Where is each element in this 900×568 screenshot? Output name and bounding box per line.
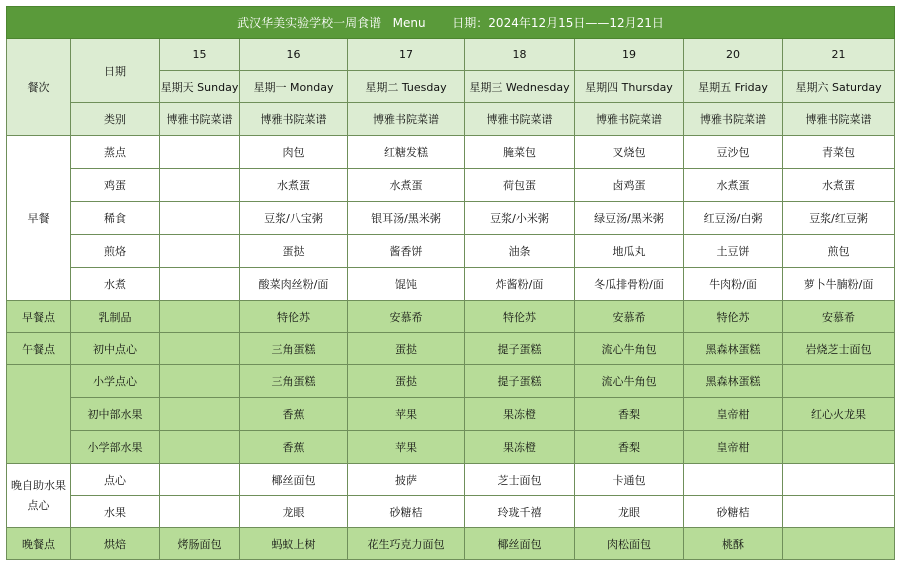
menu-cell: 苹果 (348, 398, 465, 431)
menu-cell: 水煮蛋 (348, 169, 465, 202)
weekday-cell: 星期一 Monday (240, 71, 348, 103)
menu-cell: 香梨 (575, 431, 684, 464)
item-label-cell: 水煮 (71, 268, 160, 301)
menu-name-cell: 博雅书院菜谱 (783, 103, 895, 136)
title-date-range: 日期：2024年12月15日——12月21日 (452, 16, 664, 30)
table-row (7, 202, 895, 235)
menu-cell (160, 268, 240, 301)
evening-self-label: 晚自助水果点心 (7, 464, 71, 528)
menu-cell: 椰丝面包 (240, 464, 348, 496)
menu-cell: 土豆饼 (684, 235, 783, 268)
item-label-cell: 稀食 (71, 202, 160, 235)
menu-cell: 水煮蛋 (783, 169, 895, 202)
menu-cell: 香梨 (575, 398, 684, 431)
item-label-cell: 小学点心 (71, 365, 160, 398)
menu-cell: 流心牛角包 (575, 365, 684, 398)
date-cell: 20 (684, 39, 783, 71)
menu-cell: 披萨 (348, 464, 465, 496)
title-menu: Menu (392, 16, 426, 30)
item-label-cell: 水果 (71, 496, 160, 528)
menu-cell: 银耳汤/黑米粥 (348, 202, 465, 235)
header-row-dates (7, 39, 895, 71)
menu-cell: 黑森林蛋糕 (684, 333, 783, 365)
menu-cell: 腌菜包 (465, 136, 575, 169)
menu-cell: 萝卜牛腩粉/面 (783, 268, 895, 301)
menu-cell: 油条 (465, 235, 575, 268)
menu-name-cell: 博雅书院菜谱 (348, 103, 465, 136)
menu-cell: 龙眼 (240, 496, 348, 528)
item-label-cell: 鸡蛋 (71, 169, 160, 202)
menu-cell: 花生巧克力面包 (348, 528, 465, 560)
menu-cell: 桃酥 (684, 528, 783, 560)
menu-cell: 馄饨 (348, 268, 465, 301)
menu-cell: 香蕉 (240, 431, 348, 464)
menu-name-cell: 博雅书院菜谱 (465, 103, 575, 136)
breakfast-label: 早餐 (7, 136, 71, 301)
table-row (7, 136, 895, 169)
menu-cell: 提子蛋糕 (465, 365, 575, 398)
menu-cell: 水煮蛋 (240, 169, 348, 202)
table-row (7, 365, 895, 398)
menu-cell: 豆浆/红豆粥 (783, 202, 895, 235)
weekday-cell: 星期天 Sunday (160, 71, 240, 103)
menu-cell: 玲珑千禧 (465, 496, 575, 528)
menu-cell: 安慕希 (575, 301, 684, 333)
menu-cell (160, 398, 240, 431)
menu-cell: 烤肠面包 (160, 528, 240, 560)
table-row (7, 528, 895, 560)
date-cell: 15 (160, 39, 240, 71)
menu-cell (160, 431, 240, 464)
menu-cell: 卡通包 (575, 464, 684, 496)
date-header: 日期 (71, 39, 160, 103)
menu-cell: 特伦苏 (684, 301, 783, 333)
menu-cell: 龙眼 (575, 496, 684, 528)
menu-cell: 岩烧芝士面包 (783, 333, 895, 365)
menu-cell (783, 431, 895, 464)
menu-cell: 牛肉粉/面 (684, 268, 783, 301)
menu-cell: 香蕉 (240, 398, 348, 431)
weekday-cell: 星期三 Wednesday (465, 71, 575, 103)
item-label-cell: 初中部水果 (71, 398, 160, 431)
menu-cell: 青菜包 (783, 136, 895, 169)
table-row (7, 398, 895, 431)
menu-cell: 砂糖桔 (684, 496, 783, 528)
menu-cell: 绿豆汤/黑米粥 (575, 202, 684, 235)
item-label-cell: 点心 (71, 464, 160, 496)
menu-cell: 酸菜肉丝粉/面 (240, 268, 348, 301)
table-row (7, 496, 895, 528)
menu-name-cell: 博雅书院菜谱 (240, 103, 348, 136)
table-row (7, 333, 895, 365)
menu-cell (783, 365, 895, 398)
item-label-cell: 小学部水果 (71, 431, 160, 464)
menu-cell: 炸酱粉/面 (465, 268, 575, 301)
menu-cell (160, 202, 240, 235)
header-row-category (7, 103, 895, 136)
menu-cell: 水煮蛋 (684, 169, 783, 202)
menu-cell: 红豆汤/白粥 (684, 202, 783, 235)
table-row (7, 235, 895, 268)
menu-cell: 安慕希 (348, 301, 465, 333)
menu-name-cell: 博雅书院菜谱 (684, 103, 783, 136)
menu-cell: 煎包 (783, 235, 895, 268)
weekly-menu-table (6, 6, 895, 560)
dinner-snack-label: 晚餐点 (7, 528, 71, 560)
menu-cell: 三角蛋糕 (240, 333, 348, 365)
menu-cell: 叉烧包 (575, 136, 684, 169)
title-school: 武汉华美实验学校一周食谱 (237, 16, 382, 30)
breakfast-snack-label: 早餐点 (7, 301, 71, 333)
menu-name-cell: 博雅书院菜谱 (160, 103, 240, 136)
table-row (7, 464, 895, 496)
date-cell: 19 (575, 39, 684, 71)
menu-cell: 果冻橙 (465, 431, 575, 464)
item-label-cell: 烘焙 (71, 528, 160, 560)
date-cell: 18 (465, 39, 575, 71)
menu-name-cell: 博雅书院菜谱 (575, 103, 684, 136)
menu-cell (160, 301, 240, 333)
lunch-snack-label: 午餐点 (7, 333, 71, 365)
menu-cell (160, 365, 240, 398)
menu-cell: 蛋挞 (348, 333, 465, 365)
weekday-cell: 星期五 Friday (684, 71, 783, 103)
date-cell: 17 (348, 39, 465, 71)
menu-title (7, 7, 895, 39)
afternoon-label (7, 365, 71, 464)
menu-sheet (6, 6, 894, 560)
menu-cell: 红糖发糕 (348, 136, 465, 169)
menu-cell (684, 464, 783, 496)
menu-cell: 皇帝柑 (684, 398, 783, 431)
menu-cell: 肉包 (240, 136, 348, 169)
menu-cell: 豆浆/小米粥 (465, 202, 575, 235)
menu-cell (783, 464, 895, 496)
menu-cell: 三角蛋糕 (240, 365, 348, 398)
menu-cell: 黑森林蛋糕 (684, 365, 783, 398)
menu-cell: 卤鸡蛋 (575, 169, 684, 202)
menu-cell: 砂糖桔 (348, 496, 465, 528)
meal-header: 餐次 (7, 39, 71, 136)
menu-cell (783, 528, 895, 560)
table-row (7, 268, 895, 301)
category-header: 类别 (71, 103, 160, 136)
table-row (7, 301, 895, 333)
menu-cell: 苹果 (348, 431, 465, 464)
menu-cell: 果冻橙 (465, 398, 575, 431)
item-label-cell: 初中点心 (71, 333, 160, 365)
table-row (7, 431, 895, 464)
menu-cell (160, 333, 240, 365)
menu-cell: 豆沙包 (684, 136, 783, 169)
item-label-cell: 煎烙 (71, 235, 160, 268)
menu-cell (160, 464, 240, 496)
menu-cell: 蛋挞 (348, 365, 465, 398)
weekday-cell: 星期四 Thursday (575, 71, 684, 103)
weekday-cell: 星期六 Saturday (783, 71, 895, 103)
date-cell: 16 (240, 39, 348, 71)
item-label-cell: 乳制品 (71, 301, 160, 333)
menu-cell: 肉松面包 (575, 528, 684, 560)
menu-cell (160, 169, 240, 202)
menu-cell: 蚂蚁上树 (240, 528, 348, 560)
menu-cell: 皇帝柑 (684, 431, 783, 464)
weekday-cell: 星期二 Tuesday (348, 71, 465, 103)
menu-cell (783, 496, 895, 528)
menu-cell: 红心火龙果 (783, 398, 895, 431)
table-row (7, 169, 895, 202)
menu-cell: 酱香饼 (348, 235, 465, 268)
item-label-cell: 蒸点 (71, 136, 160, 169)
menu-cell: 芝士面包 (465, 464, 575, 496)
menu-cell: 流心牛角包 (575, 333, 684, 365)
menu-cell: 特伦苏 (240, 301, 348, 333)
menu-cell: 冬瓜排骨粉/面 (575, 268, 684, 301)
menu-cell (160, 496, 240, 528)
menu-cell: 荷包蛋 (465, 169, 575, 202)
menu-cell: 安慕希 (783, 301, 895, 333)
menu-cell (160, 136, 240, 169)
menu-cell: 提子蛋糕 (465, 333, 575, 365)
date-cell: 21 (783, 39, 895, 71)
menu-cell: 特伦苏 (465, 301, 575, 333)
menu-cell (160, 235, 240, 268)
menu-cell: 豆浆/八宝粥 (240, 202, 348, 235)
menu-cell: 椰丝面包 (465, 528, 575, 560)
menu-cell: 蛋挞 (240, 235, 348, 268)
menu-cell: 地瓜丸 (575, 235, 684, 268)
